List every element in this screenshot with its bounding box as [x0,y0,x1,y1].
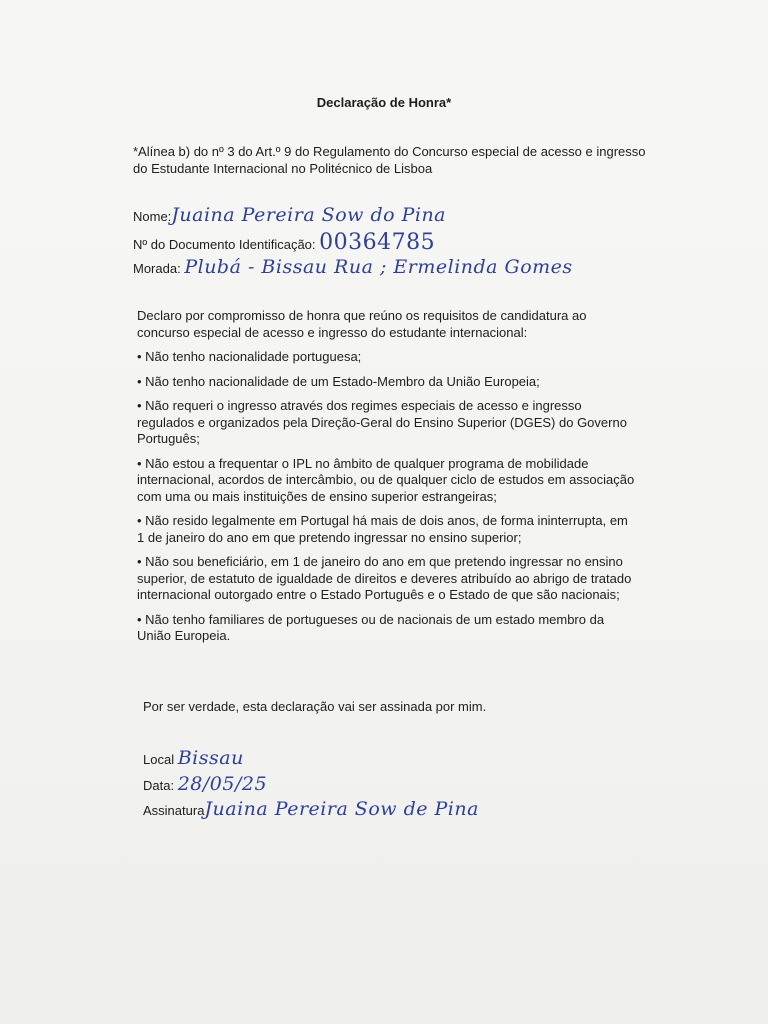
document-id-handwritten: 00364785 [319,230,436,255]
closing-statement: Por ser verdade, esta declaração vai ser assinada por mim. [143,699,487,714]
local-label: Local [143,752,175,767]
declaration-intro: Declaro por compromisso de honra que reúno os requisitos de candidatura ao concurso especial de acesso e ingresso do estudante internacional: [137,308,587,340]
list-item: • Não estou a frequentar o IPL no âmbito de qualquer programa de mobilidade internacional, acordos de intercâmbio, ou de qualquer ciclo de estudos em associação com uma ou mais instituições de ensino superior estrangeiras; [137,456,637,506]
list-item: • Não tenho nacionalidade portuguesa; [137,349,637,366]
name-field [133,204,446,226]
address-field [133,256,573,278]
signature-handwritten: Juaina Pereira Sow de Pina [204,798,479,820]
regulation-reference: *Alínea b) do nº 3 do Art.º 9 do Regulamento do Concurso especial de acesso e ingresso do Estudante Internacional no Politécnico de Lisboa [133,144,646,176]
list-item: • Não sou beneficiário, em 1 de janeiro do ano em que pretendo ingressar no ensino superior, de estatuto de igualdade de direitos e deveres atribuído ao abrigo de tratado internacional outorgado entre o Estado Português e o Estado de que são nacionais; [137,554,637,604]
list-item: • Não resido legalmente em Portugal há mais de dois anos, de forma ininterrupta, em 1 de janeiro do ano em que pretendo ingressar no ensino superior; [137,513,637,546]
local-row [143,747,244,769]
date-handwritten: 28/05/25 [177,773,268,795]
document-title: Declaração de Honra* [316,95,452,110]
date-label: Data: [143,778,175,793]
document-id-label: Nº do Documento Identificação: [133,237,316,252]
address-handwritten: Plubá - Bissau Rua ; Ermelinda Gomes [184,256,573,278]
requirements-list [137,349,637,645]
declaration-body [137,308,637,653]
signature-row [143,798,479,820]
list-item: • Não tenho nacionalidade de um Estado-Membro da União Europeia; [137,374,637,391]
list-item: • Não tenho familiares de portugueses ou de nacionais de um estado membro da União Europeia. [137,612,637,645]
list-item: • Não requeri o ingresso através dos regimes especiais de acesso e ingresso regulados e organizados pela Direção-Geral do Ensino Superior (DGES) do Governo Português; [137,398,637,448]
date-row [143,773,267,795]
document-id-field [133,230,435,255]
local-handwritten: Bissau [177,747,244,769]
name-label: Nome: [133,209,172,224]
address-label: Morada: [133,261,181,276]
signature-label: Assinatura [143,803,205,818]
name-handwritten: Juaina Pereira Sow do Pina [171,204,447,226]
